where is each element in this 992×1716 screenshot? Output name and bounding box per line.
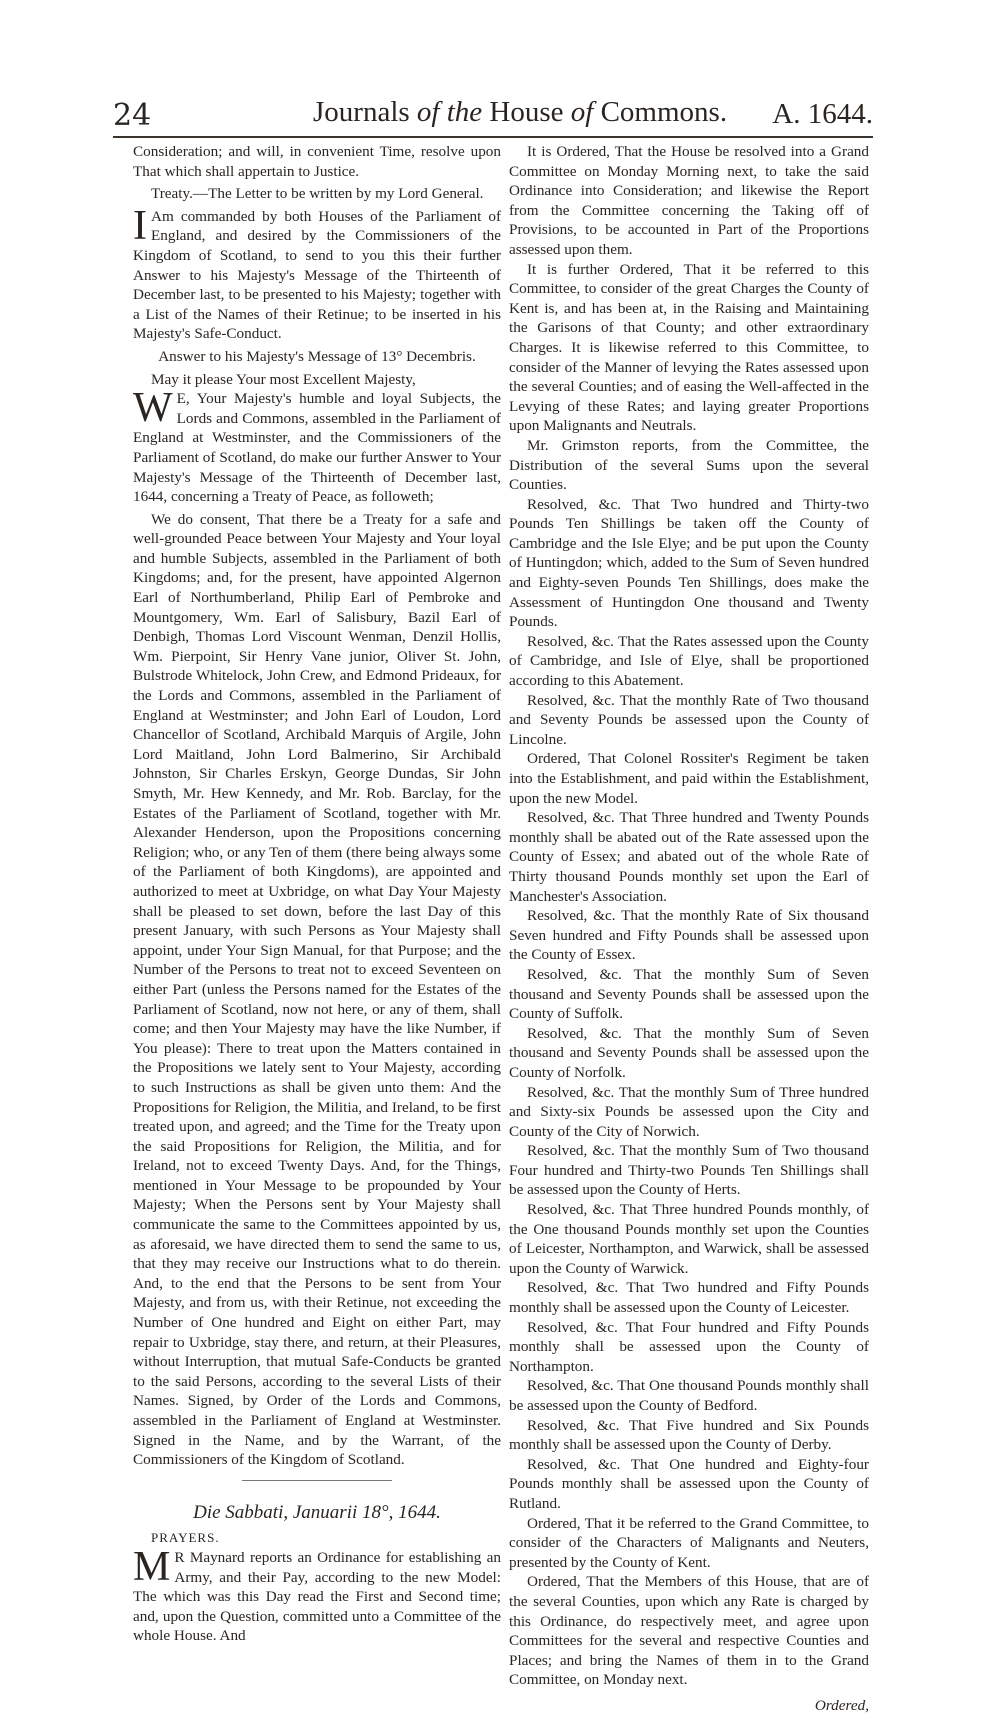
right-column [509, 142, 869, 1716]
paragraph: Resolved, &c. That the monthly Rate of Six thousand Seven hundred and Fifty Pounds shall be assessed upon the County of Essex. [509, 907, 869, 964]
year-marker: A. 1644. [772, 98, 873, 130]
header-rule [113, 136, 873, 138]
answer-paragraph: W E, Your Majesty's humble and loyal Subjects, the Lords and Commons, assembled in the Parliament of England at Westminster, and the Commissioners of the Parliament of Scotland, do make our further Answer to Your Majesty's Message of the Thirteenth of December last, 1644, concerning a Treaty of Peace, as followeth; [133, 385, 501, 506]
paragraph: Resolved, &c. That the monthly Sum of Two thousand Four hundred and Thirty-two Pounds Ten Shillings shall be assessed upon the County of Herts. [509, 1142, 869, 1199]
paragraph: Resolved, &c. That Two hundred and Thirty-two Pounds Ten Shillings be taken off the County of Cambridge and the Isle Elye; and be put upon the County of Huntingdon; which, added to the Sum of Seven hundred and Eighty-seven Pounds Ten Shillings, does make the Assessment of Huntingdon One thousand and Twenty Pounds. [509, 495, 869, 631]
paragraph: Ordered, That it be referred to the Grand Committee, to consider of the Characters of Malignants and Neuters, presented by the County of Kent. [509, 1514, 869, 1571]
drop-cap: W [133, 385, 173, 432]
section-divider [242, 1480, 392, 1481]
answer-heading: Answer to his Majesty's Message of 13° Decembris. [158, 347, 476, 365]
paragraph: Resolved, &c. That Three hundred Pounds monthly, of the One thousand Pounds monthly set upon the Counties of Leicester, Northampton, and Warwick, shall be assessed upon the County of Warwick. [509, 1201, 869, 1277]
catchword: Ordered, [814, 1696, 869, 1714]
letter-paragraph: I Am commanded by both Houses of the Parliament of England, and desired by the Commissioners of the Kingdom of Scotland, to send to you this their further Answer to his Majesty's Message of the Thirteenth of December last, to be presented to his Majesty; together with a List of the Names of their Retinue; to be inserted in his Majesty's Safe-Conduct. [133, 202, 501, 343]
paragraph: Resolved, &c. That One thousand Pounds monthly shall be assessed upon the County of Bedford. [509, 1377, 869, 1414]
paragraph: Resolved, &c. That Two hundred and Fifty Pounds monthly shall be assessed upon the County of Leicester. [509, 1279, 869, 1317]
day-heading: Die Sabbati, Januarii 18°, 1644. [193, 1501, 441, 1523]
paragraph: It is further Ordered, That it be referred to this Committee, to consider of the great Charges the County of Kent is, and has been at, in the Raising and Maintaining the Garisons of that County; and other extraordinary Charges. It is likewise referred to this Committee, to consider of the Manner of levying the Rates assessed upon the several Counties; and of easing the Well-affected in the Levying of these Rates; and laying greater Proportions upon Malignants and Neutrals. [509, 260, 869, 435]
page-number: 24 [113, 98, 152, 133]
paragraph: Resolved, &c. That the monthly Sum of Seven thousand and Seventy Pounds shall be assessed upon the County of Suffolk. [509, 965, 869, 1023]
paragraph: Resolved, &c. That the Rates assessed upon the County of Cambridge, and Isle of Elye, shall be proportioned according to this Abatement. [509, 632, 869, 690]
paragraph: Resolved, &c. That the monthly Sum of Three hundred and Sixty-six Pounds be assessed upon the City and County of the City of Norwich. [509, 1083, 869, 1140]
paragraph: Resolved, &c. That Five hundred and Six Pounds monthly shall be assessed upon the County of Derby. [509, 1416, 869, 1454]
left-column [133, 142, 501, 1646]
paragraph: It is Ordered, That the House be resolved into a Grand Committee on Monday Morning next, to take the said Ordinance into Consideration; and likewise the Report from the Committee concerning the Taking off of Provisions, to be accounted in Part of the Proportions assessed upon them. [509, 143, 869, 258]
running-title: Journals of the House of Commons. [313, 96, 728, 128]
paragraph: Resolved, &c. That the monthly Rate of Two thousand and Seventy Pounds be assessed upon the County of Lincolne. [509, 691, 869, 748]
drop-cap: M [133, 1543, 171, 1590]
paragraph: Resolved, &c. That Three hundred and Twenty Pounds monthly shall be abated out of the Rate assessed upon the County of Essex; and abated out of the whole Rate of Thirty thousand Pounds monthly set upon the Earl of Manchester's Association. [509, 809, 869, 905]
maynard-paragraph: M R Maynard reports an Ordinance for establishing an Army, and their Pay, according to the new Model: The which was this Day read the First and Second time; and, upon the Question, committed unto a Committee of the whole House. And [133, 1543, 501, 1645]
drop-cap: I [133, 202, 147, 249]
consent-paragraph: We do consent, That there be a Treaty for a safe and well-grounded Peace between Your Majesty and Your loyal and humble Subjects, assembled in the Parliament of both Kingdoms; and, for the present, have appointed Algernon Earl of Northumberland, Philip Earl of Pembroke and Mountgomery, Wm. Earl of Salisbury, Bazil Earl of Denbigh, Thomas Lord Viscount Wenman, Denzil Hollis, Wm. Pierpoint, Sir Henry Vane junior, Oliver St. John, Bulstrode Whitelock, John Crew, and Edmond Prideaux, for the Lords and Commons, assembled in the Parliament of England at Westminster; and John Earl of Loudon, Lord Chancellor of Scotland, Archibald Marquis of Argile, John Lord Maitland, John Lord Balmerino, Sir Archibald Johnston, Sir Charles Erskyn, George Dundas, Sir John Smyth, Mr. Hew Kennedy, and Mr. Rob. Barclay, for the Estates of the Parliament of Scotland, together with Mr. Alexander Henderson, upon the Propositions concerning Religion; who, or any Ten of them (there being always some of the Parliament of both Kingdoms), are appointed and authorized to meet at Uxbridge, on what Day Your Majesty shall be pleased to set down, before the last Day of this present January, with such Persons as Your Majesty shall appoint, under Your Sign Manual, for that Purpose; and the Number of the Persons to treat not to exceed Seventeen on either Part (unless the Persons named for the Estates of the Parliament of Scotland, now not here, or any of them, shall come; and then Your Majesty may have the like Number, if You please): There to treat upon the Matters contained in the Propositions we lately sent to Your Majesty, according to such Instructions as shall be given unto them: And the Propositions for Religion, the Militia, and Ireland, to be first treated upon, and agreed; and the Time for the Treaty upon the said Propositions for Religion, the Militia, and for Ireland, not to exceed Twenty Days. And, for the Things, mentioned in Your Message to be propounded by Your Majesty; When the Persons sent by Your Majesty shall communicate the same to the Committees appointed by us, as aforesaid, we have directed them to send the same to us, that they may receive our Instructions what to do therein. And, to the end that the Persons to be sent from Your Majesty, and from us, with their Retinue, not exceeding the Number of One hundred and Eight on either Part, may repair to Uxbridge, stay there, and return, at their Pleasures, without Interruption, that mutual Safe-Conducts be granted to the said Persons, according to the several Lists of their Names. Signed, by Order of the Lords and Commons, assembled in the Parliament of England at Westminster. Signed in the Name, and by the Warrant, of the Commissioners of the Kingdom of Scotland. [133, 510, 501, 1469]
paragraph: Ordered, That Colonel Rossiter's Regiment be taken into the Establishment, and paid within the Establishment, upon the new Model. [509, 750, 869, 807]
paragraph: Treaty.—The Letter to be written by my Lord General. [151, 185, 484, 203]
paragraph: Resolved, &c. That the monthly Sum of Seven thousand and Seventy Pounds shall be assessed upon the County of Norfolk. [509, 1024, 869, 1081]
salutation: May it please Your most Excellent Majesty, [151, 370, 416, 388]
paragraph: Resolved, &c. That One hundred and Eighty-four Pounds monthly shall be assessed upon the County of Rutland. [509, 1455, 869, 1512]
paragraph: Resolved, &c. That Four hundred and Fifty Pounds monthly shall be assessed upon the County of Northampton. [509, 1318, 869, 1375]
paragraph: Consideration; and will, in convenient Time, resolve upon That which shall appertain to Justice. [133, 143, 501, 180]
prayers-label: PRAYERS. [151, 1530, 220, 1546]
paragraph: Ordered, That the Members of this House, that are of the several Counties, upon which any Rate is charged by this Ordinance, do respectively meet, and agree upon Committees for the several and respective Counties and Places; and bring the Names of them in to the Grand Committee, on Monday next. [509, 1573, 869, 1689]
running-header [113, 96, 873, 136]
paragraph: Mr. Grimston reports, from the Committee, the Distribution of the several Sums upon the several Counties. [509, 436, 869, 494]
